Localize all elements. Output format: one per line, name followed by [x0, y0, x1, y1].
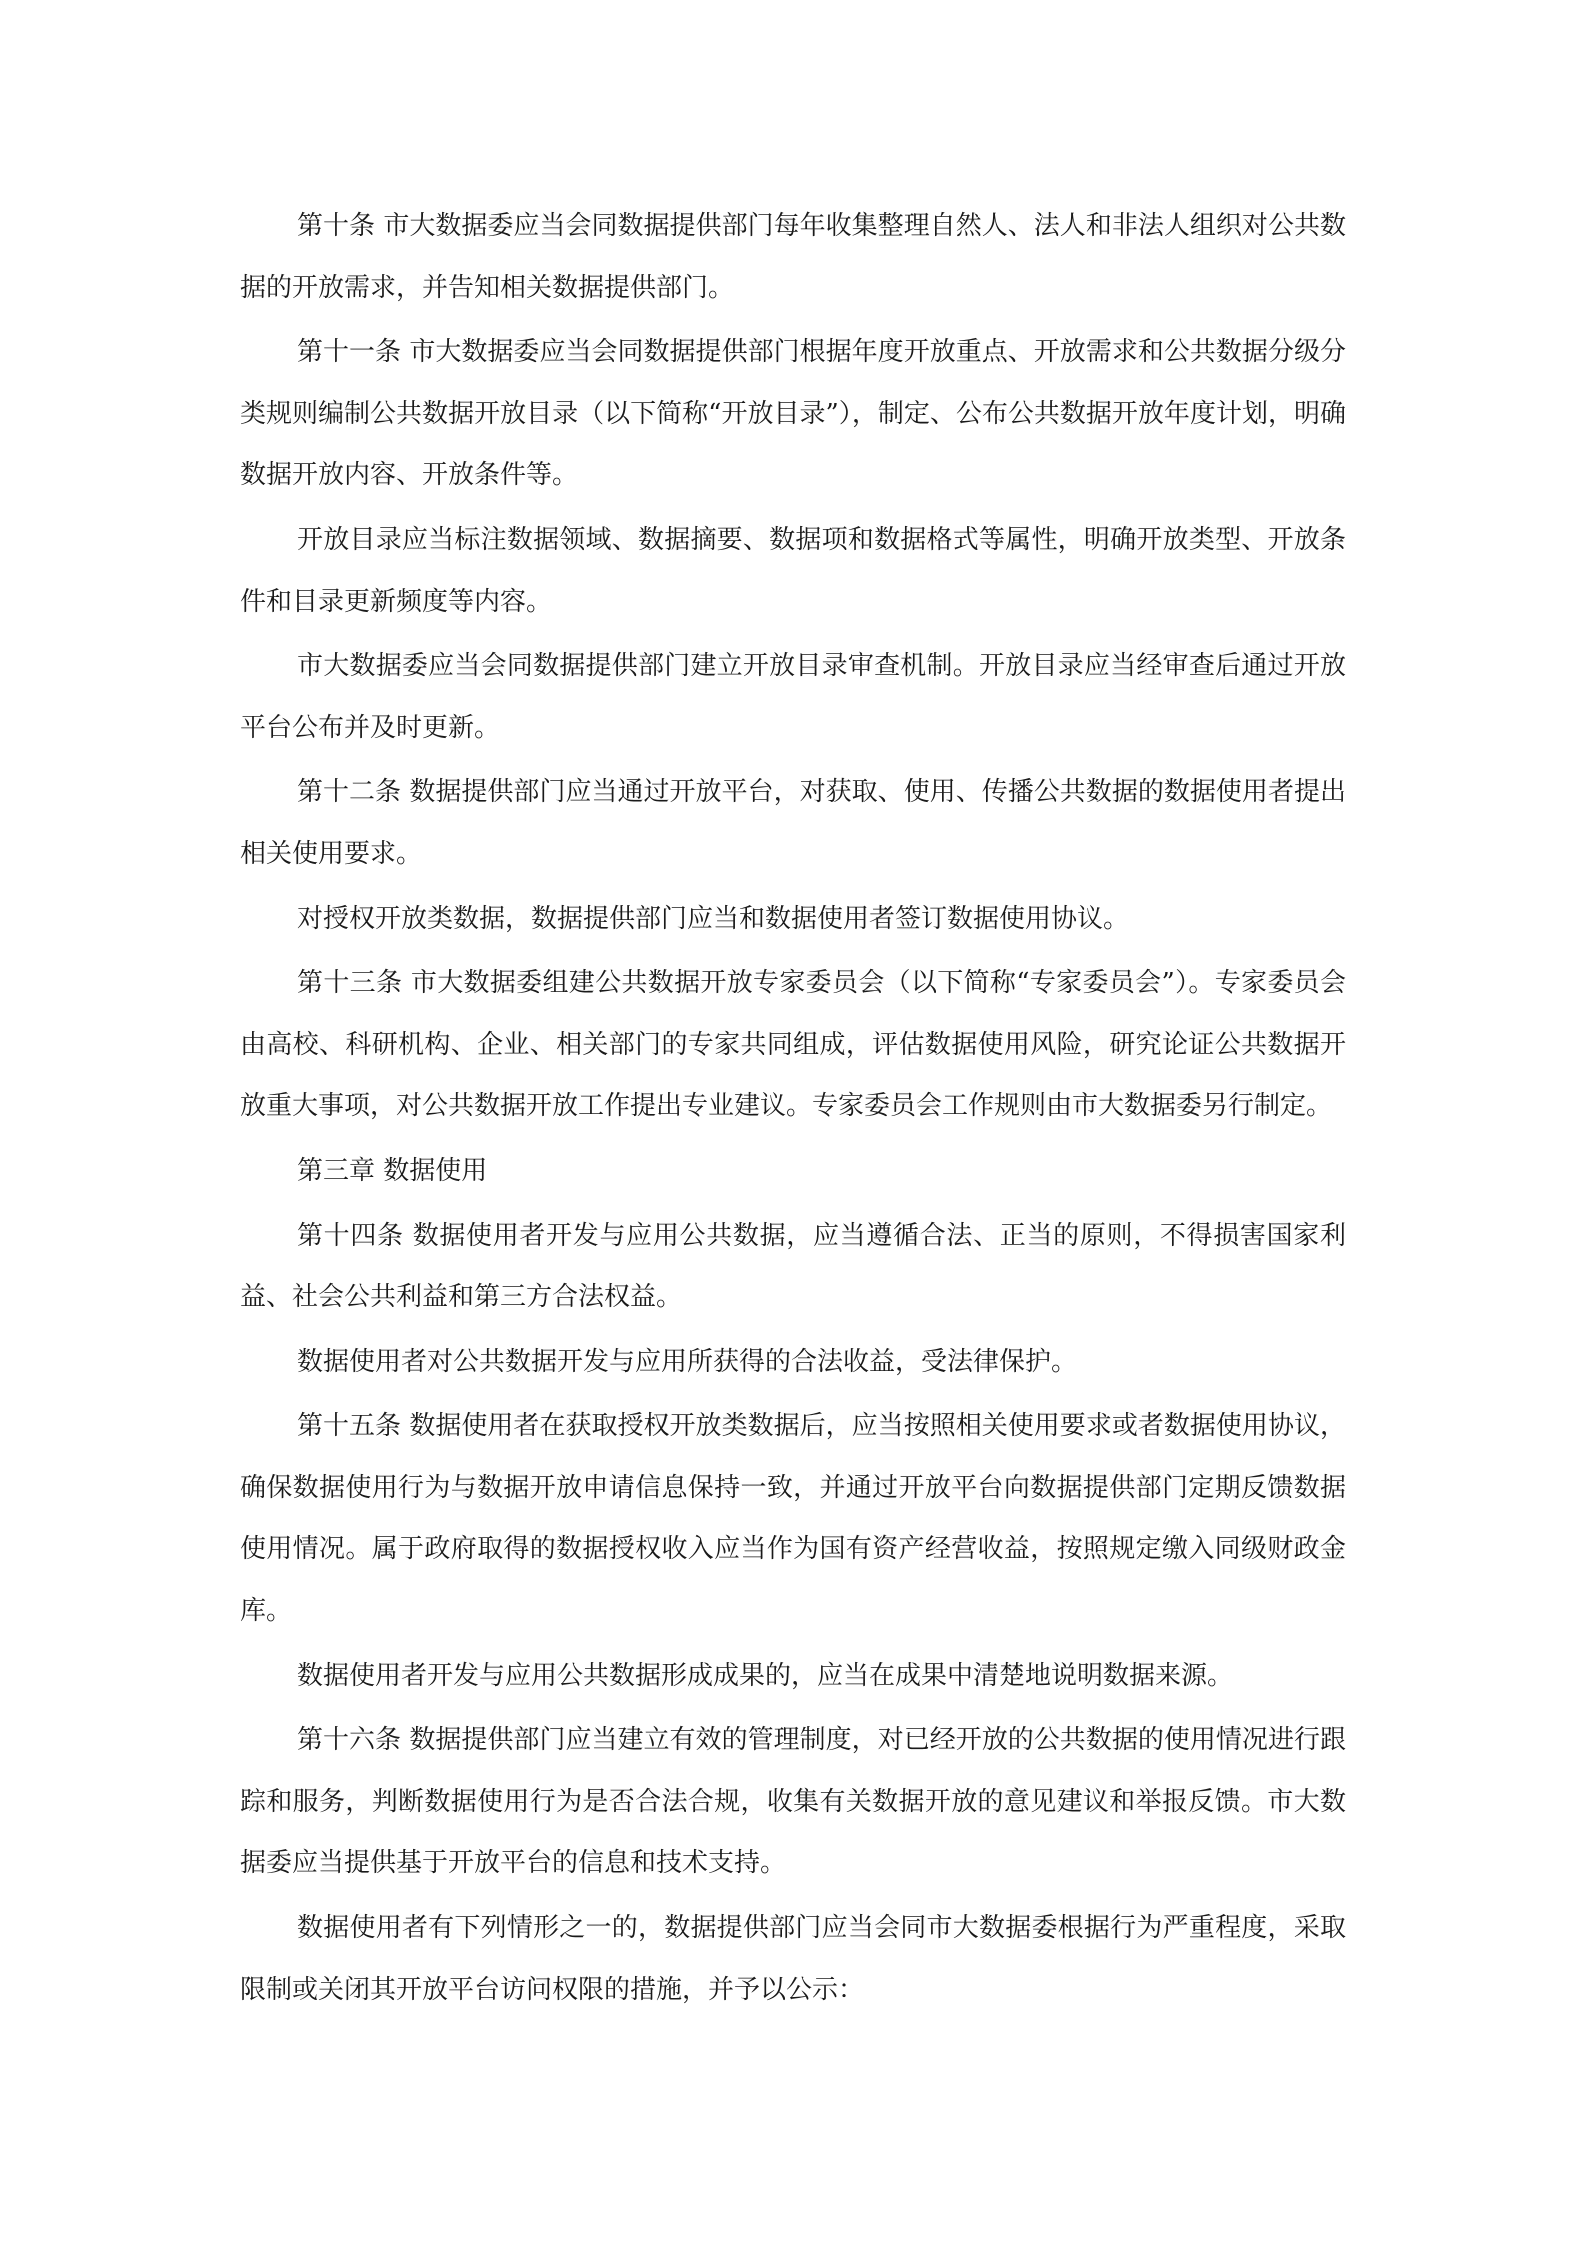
document-body — [240, 196, 1346, 2024]
chapter-3-heading: 第三章 数据使用 — [297, 1155, 488, 1186]
article-12-agreement-paragraph: 对授权开放类数据，数据提供部门应当和数据使用者签订数据使用协议。 — [297, 903, 1130, 934]
article-15-paragraph: 第十五条 数据使用者在获取授权开放类数据后，应当按照相关使用要求或者数据使用协议，确保数据使用行为与数据开放申请信息保持一致，并通过开放平台向数据提供部门定期反馈数据使用情况。属于政府取得的数据授权收入应当作为国有资产经营收益，按照规定缴入同级财政金库。 — [240, 1411, 1346, 1627]
article-15-data-source-paragraph: 数据使用者开发与应用公共数据形成成果的，应当在成果中清楚地说明数据来源。 — [297, 1660, 1234, 1691]
article-11-catalog-attributes-paragraph: 开放目录应当标注数据领域、数据摘要、数据项和数据格式等属性，明确开放类型、开放条件和目录更新频度等内容。 — [240, 524, 1346, 617]
article-14-legal-protection-paragraph: 数据使用者对公共数据开发与应用所获得的合法收益，受法律保护。 — [297, 1346, 1078, 1377]
article-10-paragraph: 第十条 市大数据委应当会同数据提供部门每年收集整理自然人、法人和非法人组织对公共数据的开放需求，并告知相关数据提供部门。 — [240, 211, 1346, 303]
article-11-paragraph: 第十一条 市大数据委应当会同数据提供部门根据年度开放重点、开放需求和公共数据分级分类规则编制公共数据开放目录（以下简称“开放目录”），制定、公布公共数据开放年度计划，明确数据开放内容、开放条件等。 — [240, 337, 1346, 491]
article-16-restriction-paragraph: 数据使用者有下列情形之一的，数据提供部门应当会同市大数据委根据行为严重程度，采取限制或关闭其开放平台访问权限的措施，并予以公示： — [240, 1913, 1346, 2005]
article-14-paragraph: 第十四条 数据使用者开发与应用公共数据，应当遵循合法、正当的原则，不得损害国家利益、社会公共利益和第三方合法权益。 — [240, 1220, 1346, 1313]
article-11-review-mechanism-paragraph: 市大数据委应当会同数据提供部门建立开放目录审查机制。开放目录应当经审查后通过开放平台公布并及时更新。 — [240, 651, 1346, 743]
article-12-paragraph: 第十二条 数据提供部门应当通过开放平台，对获取、使用、传播公共数据的数据使用者提出相关使用要求。 — [240, 777, 1346, 869]
article-13-paragraph: 第十三条 市大数据委组建公共数据开放专家委员会（以下简称“专家委员会”）。专家委员会由高校、科研机构、企业、相关部门的专家共同组成，评估数据使用风险，研究论证公共数据开放重大事项，对公共数据开放工作提出专业建议。专家委员会工作规则由市大数据委另行制定。 — [240, 968, 1346, 1122]
article-16-paragraph: 第十六条 数据提供部门应当建立有效的管理制度，对已经开放的公共数据的使用情况进行跟踪和服务，判断数据使用行为是否合法合规，收集有关数据开放的意见建议和举报反馈。市大数据委应当提供基于开放平台的信息和技术支持。 — [240, 1725, 1346, 1879]
